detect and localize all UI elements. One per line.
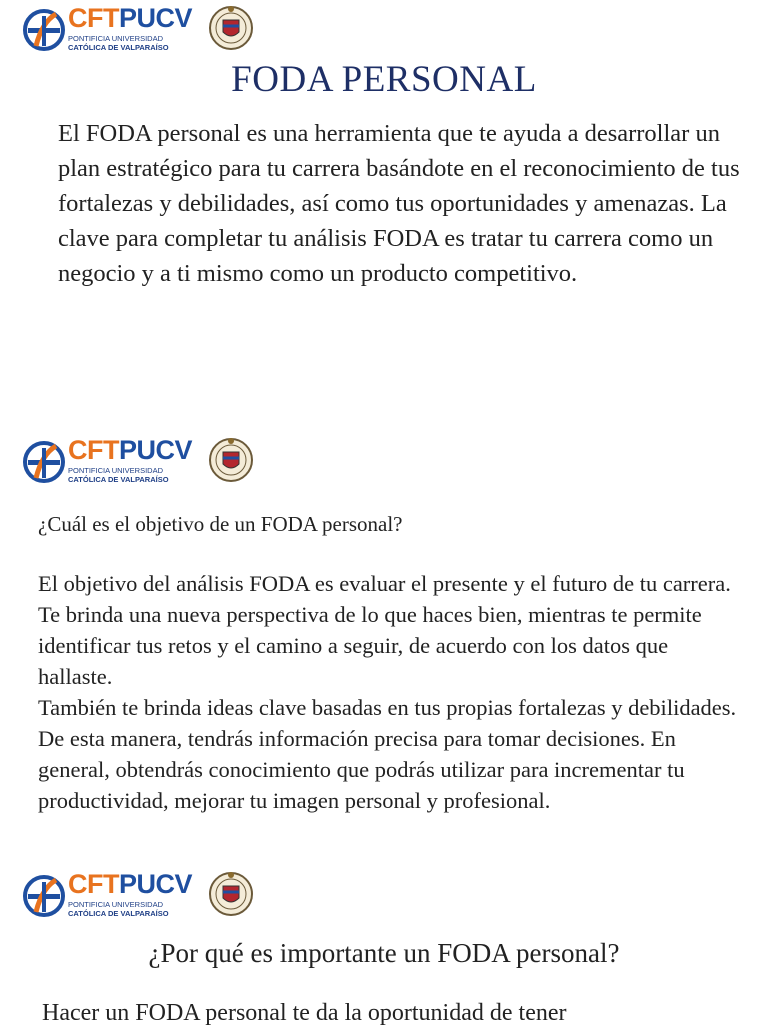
page-title: FODA PERSONAL bbox=[231, 59, 537, 100]
brand-line-1: PONTIFICIA UNIVERSIDAD bbox=[68, 34, 164, 43]
brand-line-1: PONTIFICIA UNIVERSIDAD bbox=[68, 466, 164, 475]
university-seal-icon bbox=[208, 870, 254, 918]
brand-line-1: PONTIFICIA UNIVERSIDAD bbox=[68, 900, 164, 909]
brand-name: CFTPUCV bbox=[68, 3, 192, 33]
university-seal-icon bbox=[208, 436, 254, 484]
cftpucv-emblem-icon bbox=[22, 8, 66, 52]
objective-paragraph-1: El objetivo del análisis FODA es evaluar el presente y el futuro de tu carrera. Te brinda una nueva perspectiva de lo que haces bien, mientras te permite identificar tus retos y el camino a seguir, de acuerdo con los datos que hallaste. bbox=[38, 571, 731, 689]
cftpucv-logo bbox=[22, 436, 232, 486]
cftpucv-emblem-icon bbox=[22, 874, 66, 918]
cftpucv-emblem-icon bbox=[22, 440, 66, 484]
brand-name: CFTPUCV bbox=[68, 435, 192, 465]
cftpucv-logo bbox=[22, 4, 232, 54]
objective-paragraph-2: También te brinda ideas clave basadas en tus propias fortalezas y debilidades. De esta manera, tendrás información precisa para tomar decisiones. En general, obtendrás conocimiento que podrás utilizar para incrementar tu productividad, mejorar tu imagen personal y profesional. bbox=[38, 695, 737, 813]
brand-line-2: CATÓLICA DE VALPARAÍSO bbox=[68, 475, 169, 484]
objective-paragraphs bbox=[38, 568, 738, 816]
objective-question: ¿Cuál es el objetivo de un FODA personal? bbox=[38, 512, 403, 536]
brand-line-2: CATÓLICA DE VALPARAÍSO bbox=[68, 909, 169, 918]
cftpucv-logo bbox=[22, 870, 232, 920]
intro-paragraph: El FODA personal es una herramienta que te ayuda a desarrollar un plan estratégico para tu carrera basándote en el reconocimiento de tus fortalezas y debilidades, así como tus oportunidades y amenazas. La clave para completar tu análisis FODA es tratar tu carrera como un negocio y a ti mismo como un producto competitivo. bbox=[58, 120, 740, 287]
brand-line-2: CATÓLICA DE VALPARAÍSO bbox=[68, 43, 169, 52]
importance-paragraph: Hacer un FODA personal te da la oportunidad de tener bbox=[42, 1000, 567, 1026]
importance-heading: ¿Por qué es importante un FODA personal? bbox=[148, 938, 620, 968]
university-seal-icon bbox=[208, 4, 254, 52]
brand-name: CFTPUCV bbox=[68, 869, 192, 899]
